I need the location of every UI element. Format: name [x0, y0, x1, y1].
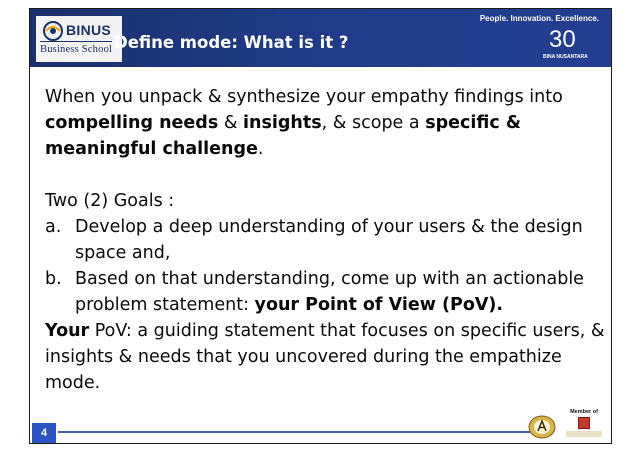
member-of-label: Member of: [570, 409, 598, 415]
pov-paragraph: [45, 318, 605, 396]
member-caption-bar: [566, 431, 602, 437]
accreditation-badge-icon: [528, 415, 556, 439]
logo-name: BINUS: [66, 22, 112, 38]
intro-text: &: [218, 113, 244, 133]
page-number: 4: [32, 423, 56, 443]
member-of-badge: [566, 409, 602, 437]
goal-marker: b.: [45, 269, 62, 289]
intro-text: When you unpack & synthesize your empathy findings into: [45, 87, 563, 107]
binus-logo-mark-icon: [42, 20, 64, 42]
binus-logo: [36, 16, 122, 62]
slide-body: [45, 84, 605, 396]
pov-bold: Your: [45, 321, 90, 341]
intro-paragraph: [45, 84, 605, 162]
intro-text: , & scope a: [321, 113, 426, 133]
intro-bold-challenge: specific & meaningful challenge: [45, 113, 522, 159]
intro-text: .: [257, 139, 264, 159]
goal-marker: a.: [45, 217, 62, 237]
intro-bold-needs: compelling needs: [45, 113, 219, 133]
goals-title: Two (2) Goals :: [45, 191, 175, 211]
pov-text: PoV: a guiding statement that focuses on specific users, & insights & needs that you uncovered during the empathize mode.: [45, 321, 605, 393]
slide-header: [30, 9, 611, 67]
goal-text: Develop a deep understanding of your users & the design space and,: [75, 217, 583, 263]
member-logo-icon: [578, 417, 590, 429]
anniversary-number: 30: [549, 26, 576, 53]
anniversary-subtitle: BINA NUSANTARA: [543, 54, 588, 60]
slide: [29, 8, 612, 444]
goal-text: [75, 266, 605, 318]
goal-item-b: [45, 266, 605, 318]
goal-b-text: Based on that understanding, come up with an actionable problem statement:: [75, 269, 584, 315]
footer-divider: [58, 431, 530, 433]
goal-item-a: [45, 214, 605, 266]
logo-subtitle: Business School: [40, 44, 113, 55]
anniversary-logo: [543, 26, 591, 64]
tagline: People. Innovation. Excellence.: [479, 14, 599, 23]
slide-title: Define mode: What is it ?: [114, 33, 349, 52]
intro-bold-insights: insights: [243, 113, 322, 133]
goal-b-bold: your Point of View (PoV).: [254, 295, 504, 315]
